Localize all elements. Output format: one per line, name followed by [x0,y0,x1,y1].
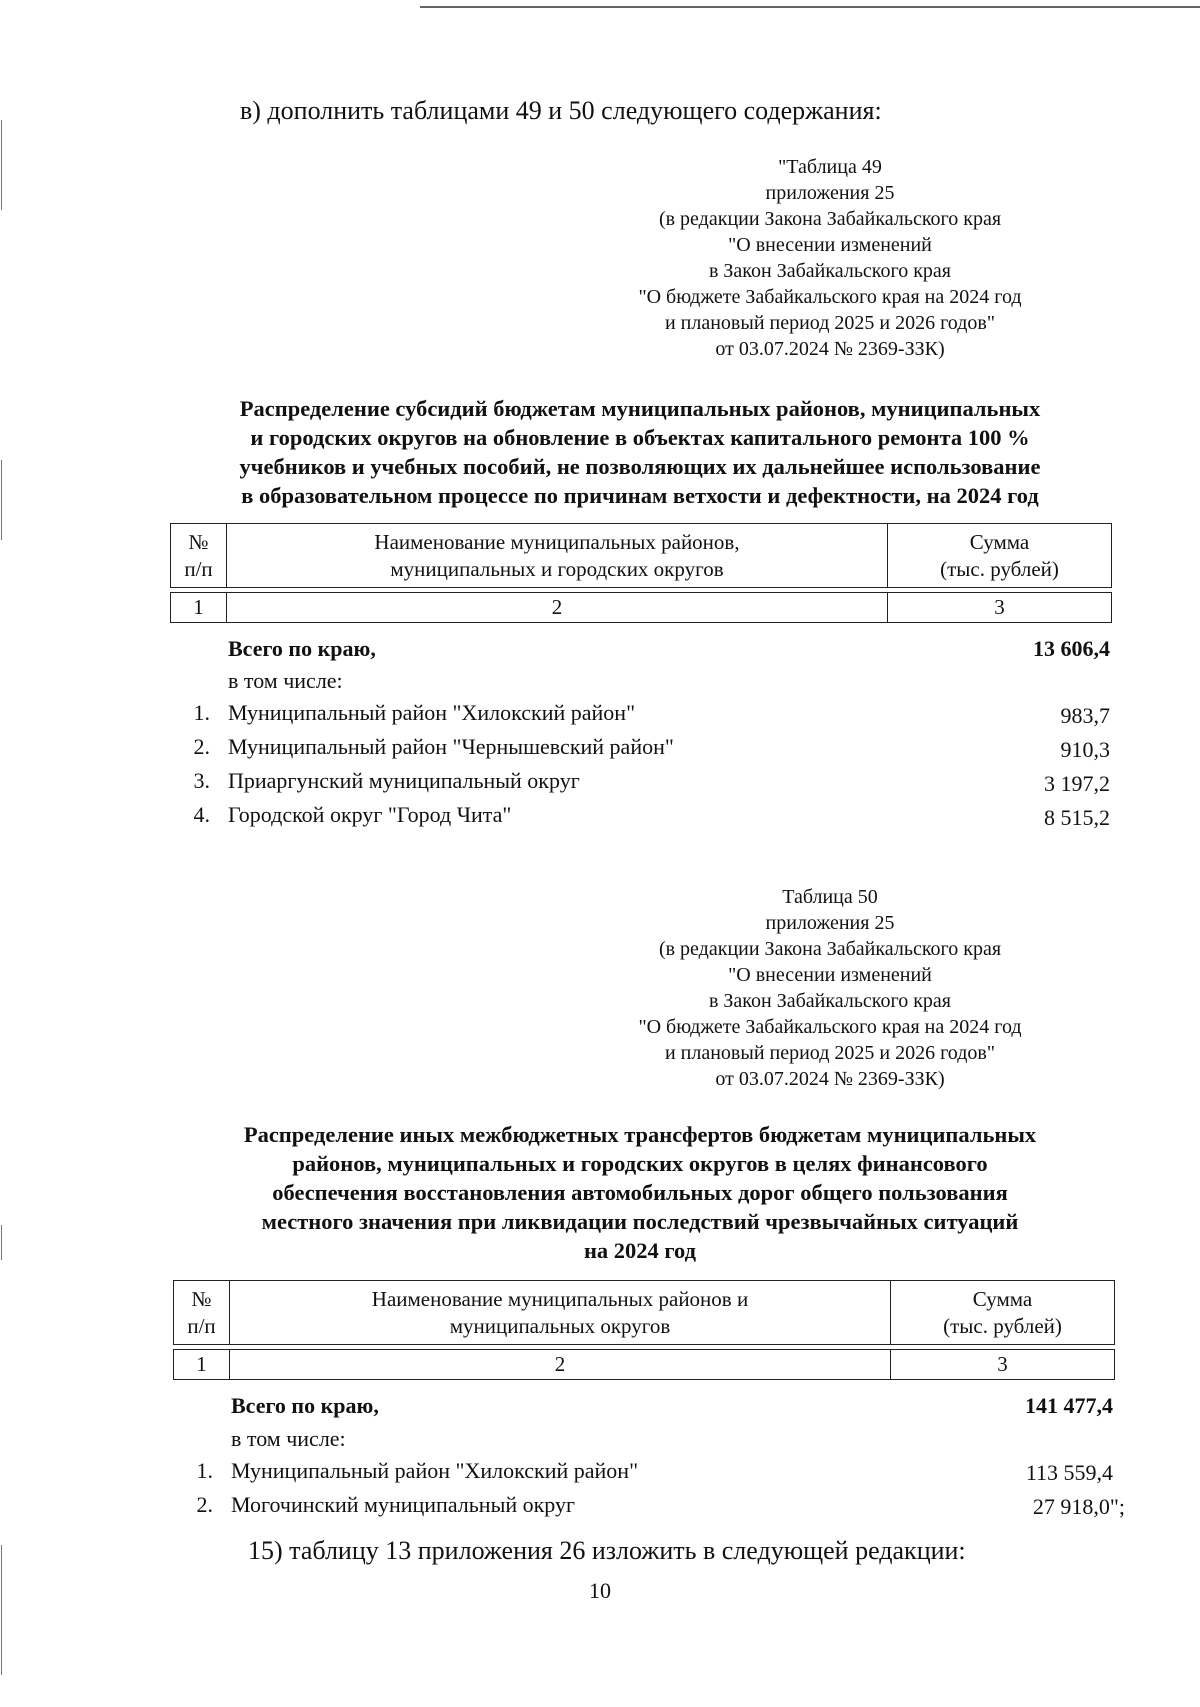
row-name: Городской округ "Город Чита" [228,802,512,827]
row-sum: 3 197,2 [1044,771,1110,796]
heading-line: районов, муниципальных и городских округов в целях финансового [292,1151,988,1176]
heading-line: Распределение иных межбюджетных трансфертов бюджетам муниципальных [243,1122,1037,1147]
heading-line: Распределение субсидий бюджетам муниципальных районов, муниципальных [239,396,1041,421]
scan-margin-line [1,1225,2,1260]
row-name: Муниципальный район "Хилокский район" [231,1458,639,1483]
row-name: Приаргунский муниципальный округ [228,768,580,793]
heading-line: в образовательном процессе по причинам ветхости и дефектности, на 2024 год [241,483,1039,508]
reference-line: "О внесении изменений [728,964,932,986]
row-sum: 983,7 [1060,703,1110,728]
row-sum: 113 559,4 [1025,1460,1113,1485]
top-rule [420,6,1200,8]
col-sum-header: Сумма (тыс. рублей) [891,1281,1115,1345]
row-name: Муниципальный район "Чернышевский район" [228,734,674,759]
row-number: 3. [193,768,210,793]
scan-margin-line [1,1545,2,1675]
table50-header [173,1280,1115,1345]
row-sum: 8 515,2 [1044,805,1110,830]
scan-margin-line [1,460,2,540]
index-cell: 1 [171,593,227,623]
row-number: 2. [196,1492,213,1517]
row-sum: 27 918,0"; [1032,1494,1125,1519]
table49-total-label: Всего по краю, [228,636,376,661]
table49-index-row [170,592,1112,623]
table49-header [170,523,1112,588]
index-cell: 3 [891,1350,1115,1380]
reference-line: приложения 25 [765,912,895,934]
reference-line: "Таблица 49 [778,156,882,178]
table49-heading [160,394,1120,510]
reference-line: от 03.07.2024 № 2369-ЗЗК) [715,338,945,360]
heading-line: и городских округов на обновление в объектах капитального ремонта 100 % [250,425,1030,450]
reference-line: и плановый период 2025 и 2026 годов" [664,1042,996,1064]
heading-line: на 2024 год [583,1238,697,1263]
intro-text: в) дополнить таблицами 49 и 50 следующего содержания: [240,96,882,125]
row-number: 2. [193,734,210,759]
page-number: 10 [589,1578,611,1603]
reference-line: в Закон Забайкальского края [708,260,952,282]
col-name-header: Наименование муниципальных районов и муниципальных округов [230,1281,891,1345]
scan-margin-line [1,120,2,210]
col-sum-header: Сумма (тыс. рублей) [888,524,1112,588]
index-cell: 1 [174,1350,230,1380]
reference-line: "О бюджете Забайкальского края на 2024 год [638,1016,1022,1038]
col-name-header: Наименование муниципальных районов, муниципальных и городских округов [227,524,888,588]
reference-line: (в редакции Закона Забайкальского края [658,208,1002,230]
row-name: Могочинский муниципальный округ [231,1492,576,1517]
heading-line: местного значения при ликвидации последствий чрезвычайных ситуаций [261,1209,1019,1234]
reference-line: (в редакции Закона Забайкальского края [658,938,1002,960]
table50-total-value: 141 477,4 [1025,1393,1113,1418]
index-cell: 2 [230,1350,891,1380]
reference-line: "О внесении изменений [728,234,932,256]
index-cell: 3 [888,593,1112,623]
table50-including: в том числе: [231,1426,346,1451]
reference-line: "О бюджете Забайкальского края на 2024 год [638,286,1022,308]
row-number: 4. [193,802,210,827]
table49-reference [580,154,1080,362]
reference-line: в Закон Забайкальского края [708,990,952,1012]
index-cell: 2 [227,593,888,623]
table50-index-row [173,1349,1115,1380]
col-no-header: № п/п [171,524,227,588]
table50-total-label: Всего по краю, [231,1393,379,1418]
row-sum: 910,3 [1060,737,1110,762]
reference-line: приложения 25 [765,182,895,204]
table50-heading [160,1120,1120,1265]
row-name: Муниципальный район "Хилокский район" [228,700,636,725]
row-number: 1. [196,1458,213,1483]
col-no-header: № п/п [174,1281,230,1345]
heading-line: обеспечения восстановления автомобильных дорог общего пользования [272,1180,1008,1205]
table49-including: в том числе: [228,668,343,693]
table49-total-value: 13 606,4 [1033,636,1110,661]
reference-line: Таблица 50 [782,886,878,908]
heading-line: учебников и учебных пособий, не позволяющих их дальнейшее использование [239,454,1041,479]
reference-line: и плановый период 2025 и 2026 годов" [664,312,996,334]
row-number: 1. [193,700,210,725]
closing-text: 15) таблицу 13 приложения 26 изложить в следующей редакции: [248,1536,966,1565]
reference-line: от 03.07.2024 № 2369-ЗЗК) [715,1068,945,1090]
table50-reference [580,884,1080,1092]
